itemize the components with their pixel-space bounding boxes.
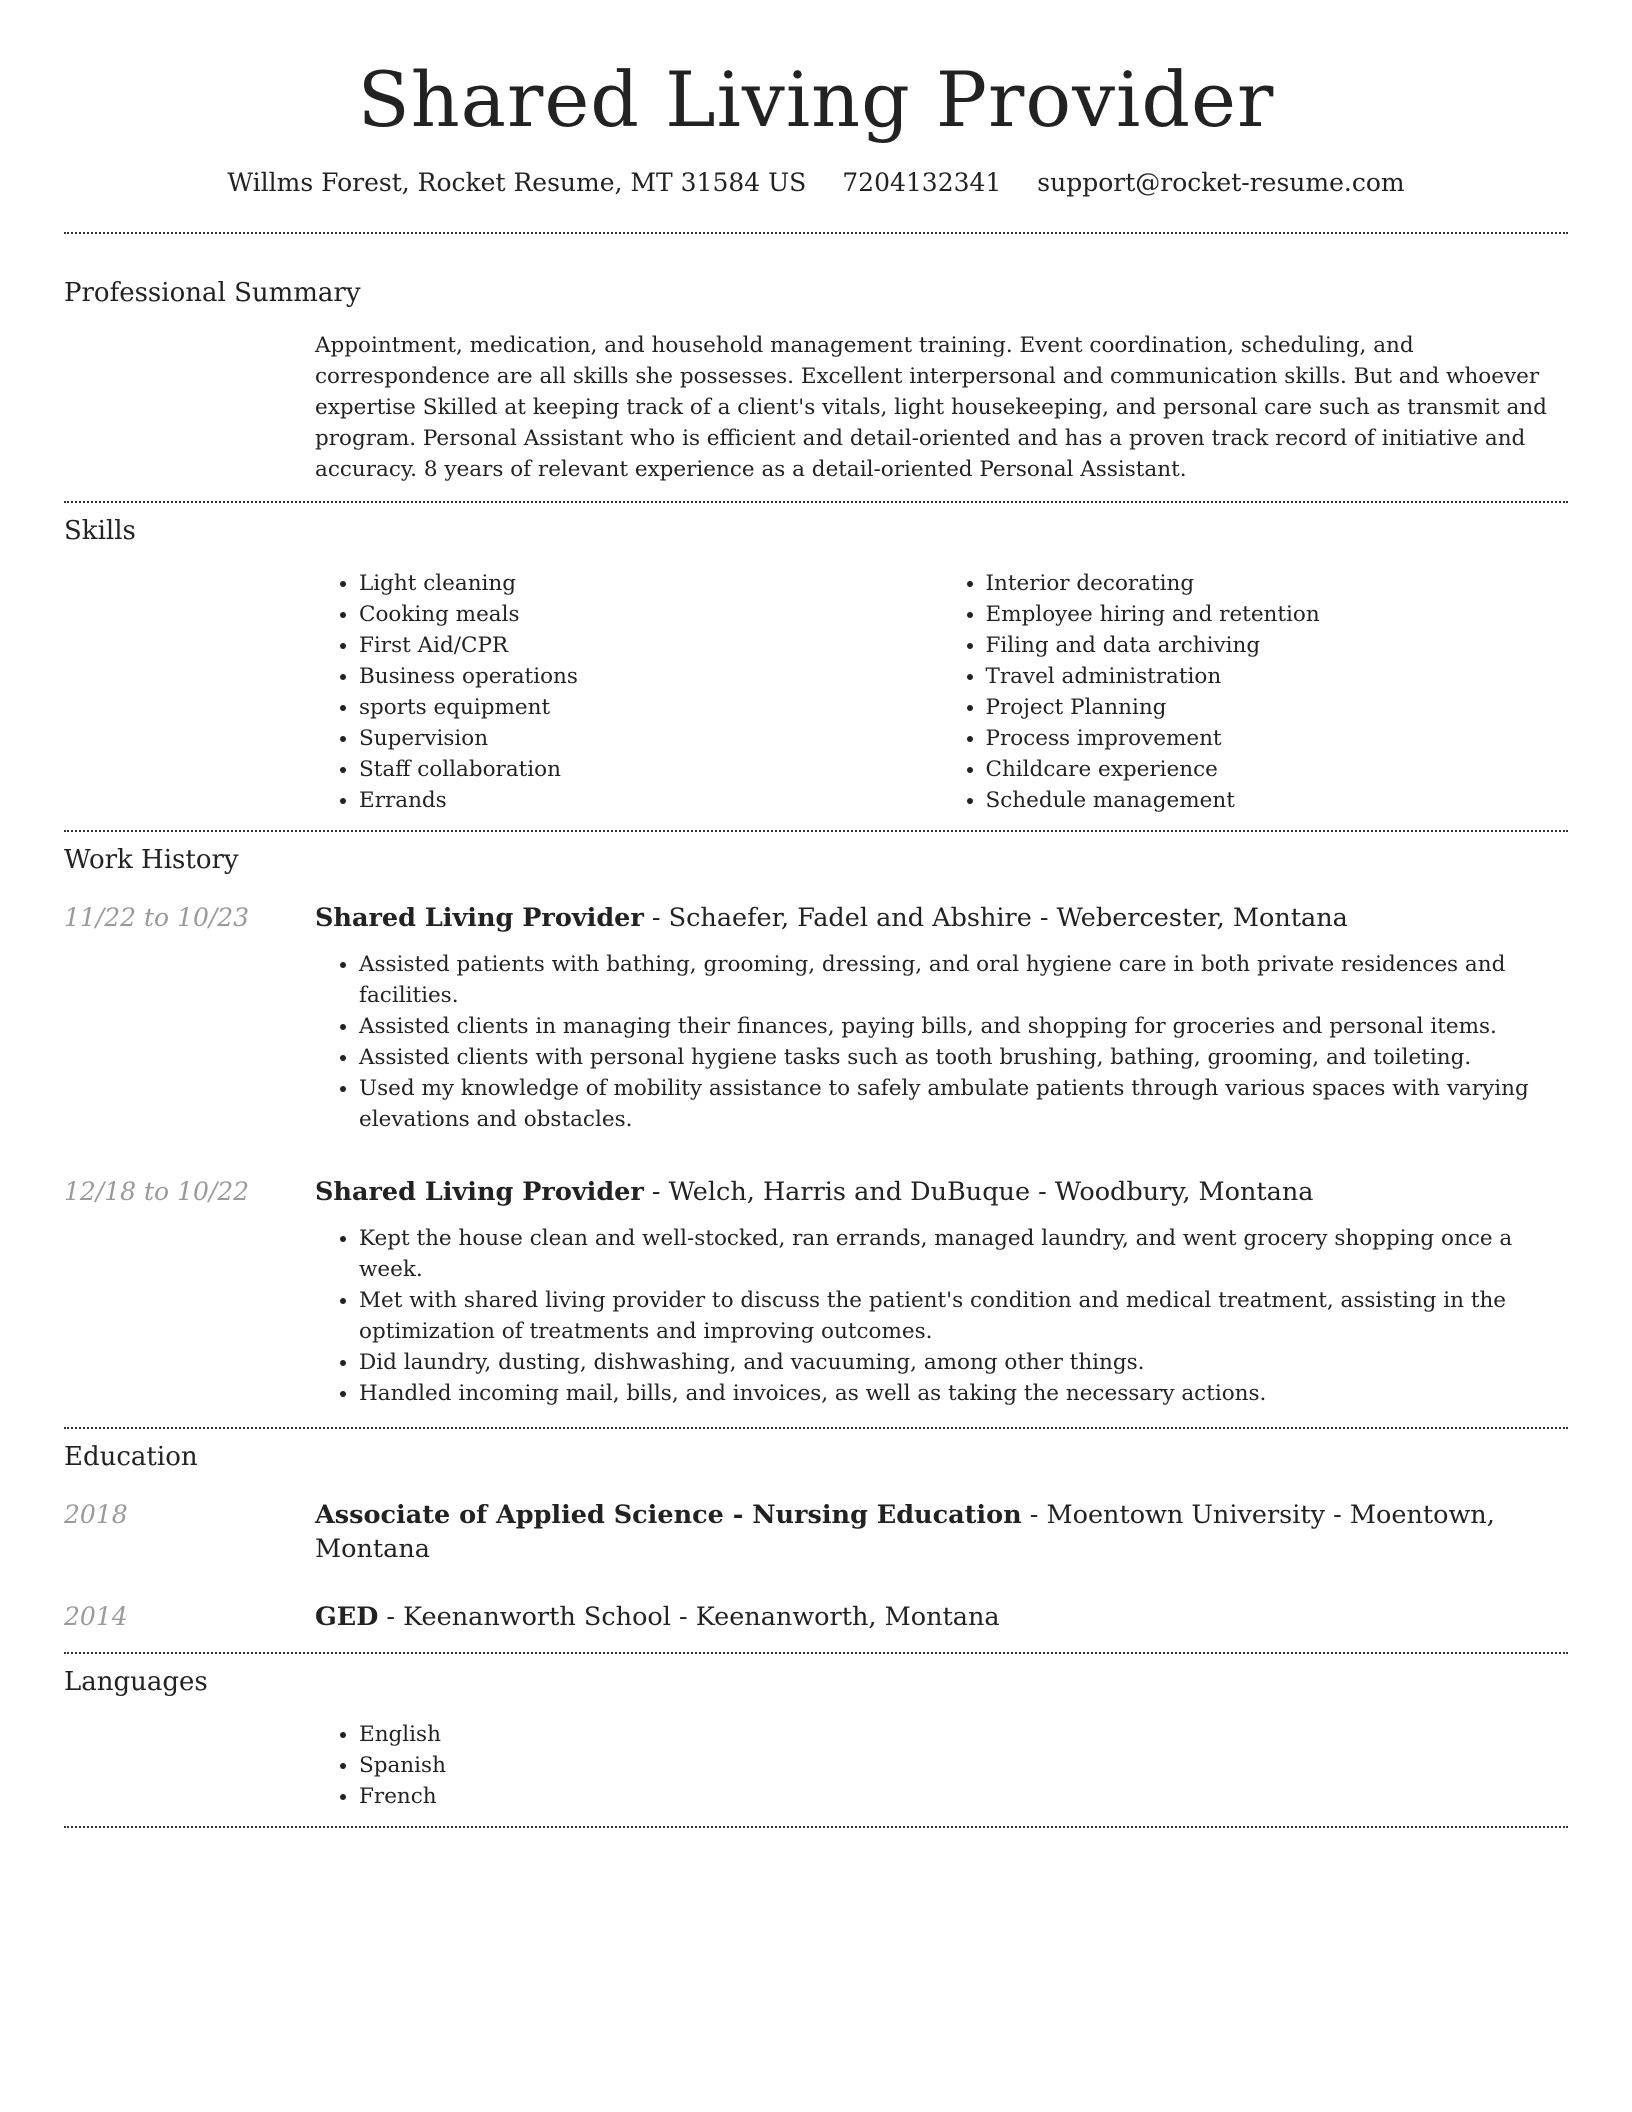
job-role: Shared Living Provider (315, 903, 644, 933)
skill-item: • Light cleaning (359, 568, 942, 599)
job-bullet: • Handled incoming mail, bills, and invoices, as well as taking the necessary actions. (359, 1378, 1568, 1409)
skill-item: • Process improvement (986, 723, 1569, 754)
skill-item: • First Aid/CPR (359, 630, 942, 661)
job-heading (315, 1175, 1314, 1209)
section-title-skills: Skills (64, 516, 136, 546)
skill-item: • sports equipment (359, 692, 942, 723)
language-item: • Spanish (359, 1750, 1568, 1781)
skill-item: • Schedule management (986, 785, 1569, 816)
contact-email: support@rocket-resume.com (1037, 168, 1405, 197)
education-heading (315, 1600, 1000, 1634)
section-title-education: Education (64, 1442, 198, 1472)
job-bullets (315, 1223, 1568, 1409)
contact-address: Willms Forest, Rocket Resume, MT 31584 US (227, 168, 807, 197)
skill-item: • Filing and data archiving (986, 630, 1569, 661)
section-title-work: Work History (64, 845, 239, 875)
education-school: - Moentown University - Moentown, Montana (315, 1500, 1495, 1564)
summary-section (64, 234, 1568, 485)
skills-list-right (942, 568, 1569, 816)
job-entry (64, 1175, 1568, 1409)
skill-item: • Employee hiring and retention (986, 599, 1569, 630)
job-bullet: • Assisted patients with bathing, grooming, dressing, and oral hygiene care in both private residences and facilities. (359, 949, 1568, 1011)
language-item: • English (359, 1719, 1568, 1750)
skill-item: • Staff collaboration (359, 754, 942, 785)
education-section (64, 1429, 1568, 1634)
education-degree: GED (315, 1602, 379, 1632)
job-bullets (315, 949, 1568, 1135)
skill-item: • Errands (359, 785, 942, 816)
divider (64, 1826, 1568, 1828)
skill-item: • Business operations (359, 661, 942, 692)
skills-section (64, 503, 1568, 816)
skills-list-left (315, 568, 942, 816)
education-year: 2018 (64, 1500, 128, 1529)
education-degree: Associate of Applied Science - Nursing Education (315, 1500, 1022, 1530)
skill-item: • Supervision (359, 723, 942, 754)
education-entry (64, 1498, 1568, 1566)
section-title-languages: Languages (64, 1667, 208, 1697)
summary-text: Appointment, medication, and household management training. Event coordination, scheduling, and correspondence are all skills she possesses. Excellent interpersonal and communication skills. But and whoever expertise Skilled at keeping track of a client's vitals, light housekeeping, and personal care such as transmit and program. Personal Assistant who is efficient and detail-oriented and has a proven track record of initiative and accuracy. 8 years of relevant experience as a detail-oriented Personal Assistant. (315, 333, 1547, 482)
candidate-name: Shared Living Provider (357, 55, 1275, 144)
contact-phone: 7204132341 (842, 168, 1002, 197)
skill-item: • Interior decorating (986, 568, 1569, 599)
job-heading (315, 901, 1348, 935)
job-role: Shared Living Provider (315, 1177, 644, 1207)
job-employer: - Welch, Harris and DuBuque - Woodbury, Montana (643, 1177, 1314, 1207)
languages-list (315, 1719, 1568, 1812)
section-title-summary: Professional Summary (64, 278, 361, 308)
education-school: - Keenanworth School - Keenanworth, Montana (378, 1602, 1000, 1632)
job-employer: - Schaefer, Fadel and Abshire - Webercester, Montana (643, 903, 1348, 933)
education-year: 2014 (64, 1602, 128, 1631)
contact-line (64, 166, 1568, 200)
skill-item: • Travel administration (986, 661, 1569, 692)
job-bullet: • Met with shared living provider to discuss the patient's condition and medical treatment, assisting in the optimization of treatments and improving outcomes. (359, 1285, 1568, 1347)
job-bullet: • Assisted clients in managing their finances, paying bills, and shopping for groceries and personal items. (359, 1011, 1568, 1042)
work-section (64, 832, 1568, 1409)
job-dates: 12/18 to 10/22 (64, 1177, 250, 1206)
job-bullet: • Used my knowledge of mobility assistance to safely ambulate patients through various spaces with varying elevations and obstacles. (359, 1073, 1568, 1135)
skill-item: • Childcare experience (986, 754, 1569, 785)
resume-page (64, 0, 1568, 1828)
job-dates: 11/22 to 10/23 (64, 903, 250, 932)
job-bullet: • Assisted clients with personal hygiene tasks such as tooth brushing, bathing, grooming, and toileting. (359, 1042, 1568, 1073)
job-entry (64, 901, 1568, 1135)
job-bullet: • Kept the house clean and well-stocked, ran errands, managed laundry, and went grocery shopping once a week. (359, 1223, 1568, 1285)
skill-item: • Project Planning (986, 692, 1569, 723)
job-bullet: • Did laundry, dusting, dishwashing, and vacuuming, among other things. (359, 1347, 1568, 1378)
education-entry (64, 1600, 1568, 1634)
languages-section (64, 1654, 1568, 1812)
skill-item: • Cooking meals (359, 599, 942, 630)
education-heading (315, 1498, 1568, 1566)
language-item: • French (359, 1781, 1568, 1812)
